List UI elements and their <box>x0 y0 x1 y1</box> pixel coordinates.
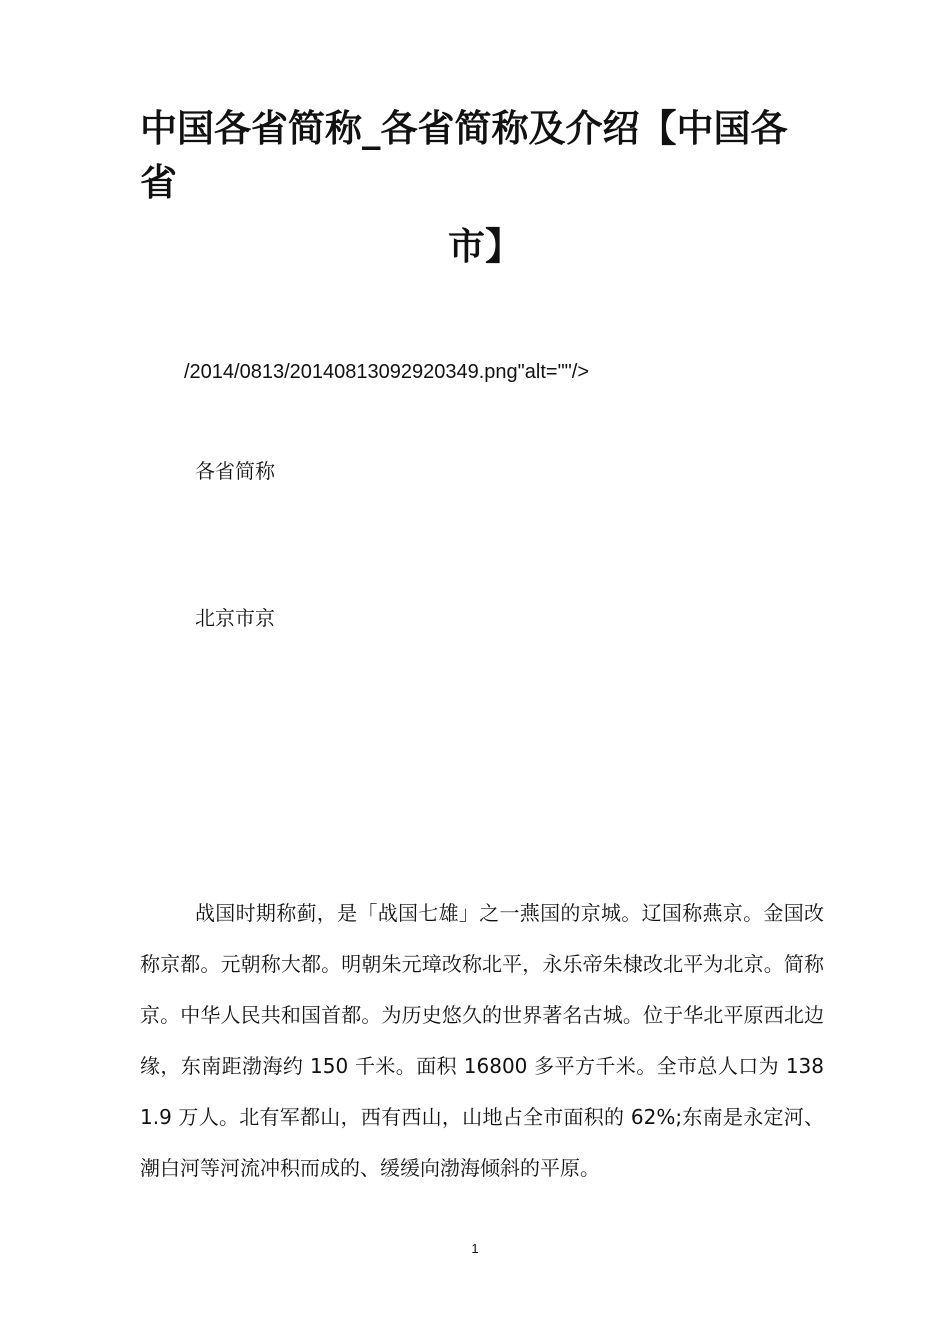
page-number: 1 <box>471 1241 479 1256</box>
document-title-continuation: 市】 <box>448 225 522 268</box>
document-title: 中国各省简称_各省简称及介绍【中国各省 <box>140 107 788 204</box>
body-paragraph: 战国时期称蓟，是「战国七雄」之一燕国的京城。辽国称燕京。金国改称京都。元朝称大都。明朝朱元璋改称北平，永乐帝朱棣改北平为北京。简称京。中华人民共和国首都。为历史悠久的世界著名古城。位于华北平原西北边缘，东南距渤海约 150 千米。面积 16800 多平方千米。全市总人口为 1381.9 万人。北有军都山，西有西山，山地占全市面积的 62%;东南是永定河、潮白河等河流冲积而成的、缓缓向渤海倾斜的平原。 <box>140 901 824 1180</box>
broken-image-markup-text: /2014/0813/20140813092920349.png"alt=""/> <box>184 361 590 383</box>
section-heading: 各省简称 <box>195 459 275 483</box>
city-entry: 北京市京 <box>195 606 275 630</box>
